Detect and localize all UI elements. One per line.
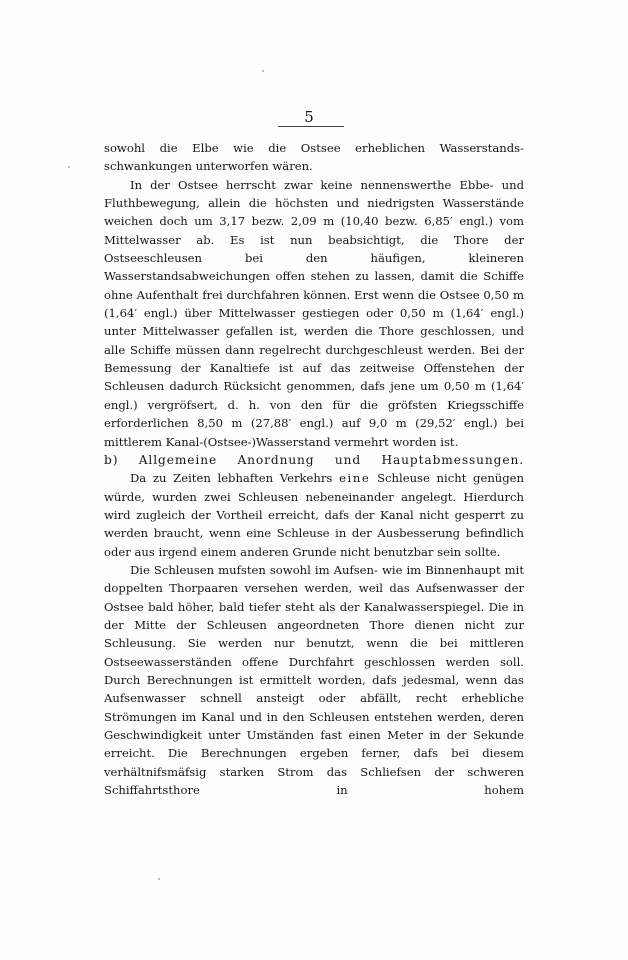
paragraph: Die Schleusen mufsten sowohl im Aufsen- wie im Binnenhaupt mit doppelten Thorpaaren versehen werden, weil das Aufsenwasser der Ostsee bald höher, bald tiefer steht als der Kanalwasserspiegel. Die in der Mitte der Schleusen angeordneten Thore dienen nicht zur Schleusung. Sie werden nur benutzt, wenn die bei mittleren Ostseewasserständen offene Durchfahrt geschlossen werden soll. Durch Berechnungen ist ermittelt worden, dafs jedesmal, wenn das Aufsenwasser schnell ansteigt oder abfällt, recht erhebliche Strömungen im Kanal und in den Schleusen entstehen werden, deren Geschwindigkeit unter Umständen fast einen Meter in der Sekunde erreicht. Die Berechnungen ergeben ferner, dafs bei diesem verhältnifsmäfsig starken Strom das Schliefsen der schweren Schiffahrtsthore in hohem xyxy=(104,562,524,798)
section-heading: b) Allgemeine Anordnung und Hauptabmessungen. xyxy=(104,452,524,467)
paragraph-text: Schleuse nicht genügen würde, wurden zwei Schleusen nebeneinander angelegt. Hierdurch wird zugleich der Vortheil erreicht, dafs der Kanal nicht gesperrt zu werden braucht, wenn eine Schleuse in der Ausbesserung befindlich oder aus irgend einem anderen Grunde nicht benutzbar sein sollte. xyxy=(104,471,525,559)
paragraph: In der Ostsee herrscht zwar keine nennenswerthe Ebbe- und Fluthbewegung, allein die höchsten und niedrigsten Wasserstände weichen doch um 3,17 bezw. 2,09 m (10,40 bezw. 6,85′ engl.) vom Mittelwasser ab. Es ist nun beabsichtigt, die Thore der Ostseeschleusen bei den häufigen, kleineren Wasserstandsabweichungen offen stehen zu lassen, damit die Schiffe ohne Aufenthalt frei durchfahren können. Erst wenn die Ostsee 0,50 m (1,64′ engl.) über Mittelwasser gestiegen oder 0,50 m (1,64′ engl.) unter Mittelwasser gefallen ist, werden die Thore geschlossen, und alle Schiffe müssen dann regelrecht durchgeschleust werden. Bei der Bemessung der Kanaltiefe ist auf das zeitweise Offenstehen der Schleusen dadurch Rücksicht genommen, dafs jene um 0,50 m (1,64′ engl.) vergröfsert, d. h. von den für die gröfsten Kriegsschiffe erforderlichen 8,50 m (27,88′ engl.) auf 9,0 m (29,52′ engl.) bei mittlerem Kanal-(Ostsee-)Wasserstand vermehrt worden ist. xyxy=(104,177,524,449)
paragraph-text: Da zu Zeiten lebhaften Verkehrs xyxy=(130,471,333,486)
scan-speck xyxy=(68,166,70,168)
page-body xyxy=(104,139,524,799)
emphasized-word: eine xyxy=(339,471,371,486)
scan-speck xyxy=(158,878,160,880)
scan-speck xyxy=(262,70,264,72)
page-number: 5 xyxy=(304,108,314,126)
paragraph xyxy=(104,469,524,561)
page-number-rule xyxy=(278,126,344,127)
paragraph: sowohl die Elbe wie die Ostsee erheblichen Wasserstands-schwankungen unterworfen wären. xyxy=(104,141,524,174)
